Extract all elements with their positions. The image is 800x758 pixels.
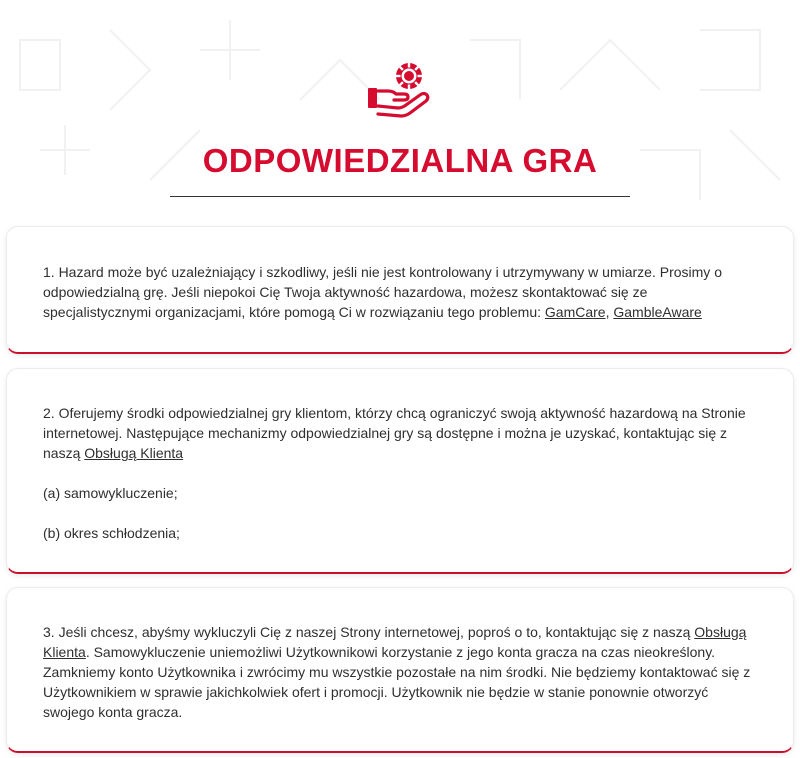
page-header	[0, 0, 800, 210]
card-3-body-continued: . Samowykluczenie uniemożliwi Użytkownikowi korzystanie z jego konta gracza na czas nieokreślony. Zamkniemy konto Użytkownika i zwrócimy mu wszystkie pozostałe na nim środki. Nie będziemy kontaktować się z Użytkownikiem w sprawie jakichkolwiek ofert i promocji. Użytkownik nie będzie w stanie ponownie otworzyć swojego konta gracza.	[43, 644, 751, 720]
title-divider	[170, 196, 630, 197]
link-separator: ,	[605, 304, 614, 320]
cooling-off-item: (b) okres schłodzenia;	[43, 525, 180, 541]
card-2-text	[43, 403, 757, 463]
info-card-3	[6, 587, 794, 753]
gambleaware-link[interactable]: GambleAware	[613, 304, 702, 320]
card-3-text	[43, 622, 757, 722]
page-title: ODPOWIEDZIALNA GRA	[202, 142, 598, 179]
customer-service-link[interactable]: Obsługą Klienta	[84, 445, 184, 461]
hand-holding-chip-icon	[364, 60, 436, 120]
gamcare-link[interactable]: GamCare	[544, 304, 606, 320]
card-1-body: 1. Hazard może być uzależniający i szkodliwy, jeśli nie jest kontrolowany i utrzymywany w umiarze. Prosimy o odpowiedzialną grę. Jeśli niepokoi Cię Twoja aktywność hazardowa, możesz skontaktować się ze specjalistycznymi organizacjami, które pomogą Ci w rozwiązaniu tego problemu:	[43, 264, 722, 320]
info-card-1	[6, 226, 794, 354]
info-card-2	[6, 368, 794, 574]
self-exclusion-item: (a) samowykluczenie;	[43, 485, 178, 501]
card-1-text	[43, 262, 757, 322]
customer-service-link-2[interactable]: Obsługą Klienta	[43, 624, 747, 660]
card-2-body: 2. Oferujemy środki odpowiedzialnej gry klientom, którzy chcą ograniczyć swoją aktywność hazardową na Stronie internetowej. Następujące mechanizmy odpowiedzialnej gry są dostępne i można je uzyskać, kontaktując się z naszą	[43, 405, 746, 461]
card-3-body: 3. Jeśli chcesz, abyśmy wykluczyli Cię z naszej Strony internetowej, poproś o to, kontaktując się z naszą	[43, 624, 695, 640]
